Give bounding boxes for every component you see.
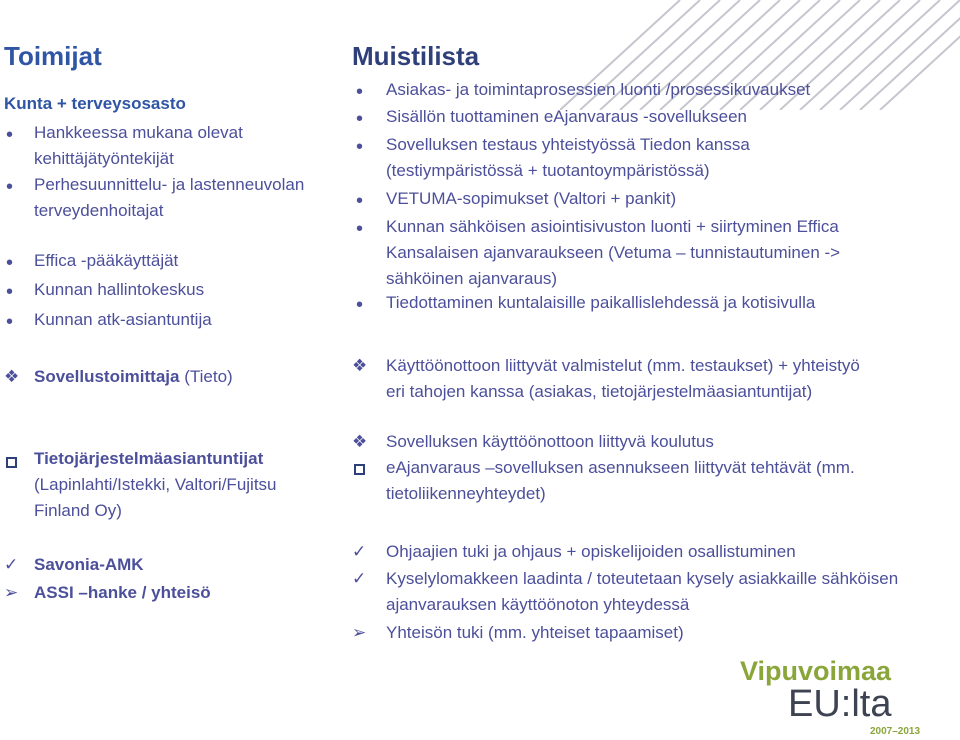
tieto-bold: Tietojärjestelmäasiantuntijat — [34, 449, 264, 468]
right-bullet-2: Sisällön tuottaminen eAjanvaraus -sovellukseen — [386, 107, 747, 126]
left-bullet-4: Kunnan hallintokeskus — [34, 280, 205, 299]
left-bullet-3: Effica -pääkäyttäjät — [34, 251, 179, 270]
bullet-dot-icon: • — [356, 81, 364, 103]
logo-line3: 2007–2013 — [870, 726, 921, 737]
bullet-dot-icon: • — [356, 136, 364, 158]
left-title: Toimijat — [4, 41, 102, 71]
checkmark-icon: ✓ — [4, 555, 19, 574]
diamond-bullet-icon: ❖ — [352, 432, 368, 451]
bullet-dot-icon: • — [6, 252, 14, 274]
left-savonia: Savonia-AMK — [34, 555, 144, 574]
sovellustoimittaja-bold: Sovellustoimittaja — [34, 367, 180, 386]
bullet-dot-icon: • — [356, 294, 364, 316]
bullet-dot-icon: • — [356, 190, 364, 212]
left-bullet-5: Kunnan atk-asiantuntija — [34, 310, 212, 329]
left-subtitle: Kunta + terveysosasto — [4, 94, 186, 113]
left-bullet-1: Hankkeessa mukana olevat kehittäjätyöntekijät — [34, 123, 243, 168]
bullet-dot-icon: • — [6, 124, 14, 146]
logo-line2: EU:lta — [788, 683, 892, 725]
left-tietojarjestelma — [34, 446, 324, 524]
left-bullet-2: Perhesuunnittelu- ja lastenneuvolan terveydenhoitajat — [34, 175, 305, 220]
right-bullet-5: Kunnan sähköisen asiointisivuston luonti + siirtyminen Effica Kansalaisen ajanvaraukseen (Vetuma – tunnistautuminen -> sähköinen ajanvaraus) — [386, 217, 841, 288]
right-bullet-6: Tiedottaminen kuntalaisille paikallislehdessä ja kotisivulla — [386, 293, 816, 312]
logo-line1: Vipuvoimaa — [740, 656, 892, 686]
bullet-dot-icon: • — [6, 176, 14, 198]
right-diamond-2: Sovelluksen käyttöönottoon liittyvä koulutus — [386, 432, 714, 451]
diamond-bullet-icon: ❖ — [352, 356, 368, 375]
bullet-dot-icon: • — [6, 311, 14, 333]
arrow-bullet-icon: ➢ — [352, 623, 367, 642]
right-box-1: eAjanvaraus –sovelluksen asennukseen liittyvät tehtävät (mm. tietoliikenneyhteydet) — [386, 458, 855, 503]
right-title: Muistilista — [352, 41, 480, 71]
diamond-bullet-icon: ❖ — [4, 367, 20, 386]
checkmark-icon: ✓ — [352, 569, 367, 588]
right-bullet-3: Sovelluksen testaus yhteistyössä Tiedon kanssa (testiympäristössä + tuotantoympäristössä) — [386, 135, 750, 180]
checkmark-icon: ✓ — [352, 542, 367, 561]
right-diamond-1: Käyttöönottoon liittyvät valmistelut (mm. testaukset) + yhteistyö eri tahojen kanssa (asiakas, tietojärjestelmäasiantuntijat) — [386, 356, 860, 401]
bullet-dot-icon: • — [6, 281, 14, 303]
right-bullet-1: Asiakas- ja toimintaprosessien luonti /prosessikuvaukset — [386, 80, 811, 99]
left-sovellustoimittaja — [34, 364, 324, 390]
right-check-1: Ohjaajien tuki ja ohjaus + opiskelijoiden osallistuminen — [386, 542, 796, 561]
sovellustoimittaja-rest: (Tieto) — [179, 367, 233, 386]
checkbox-bullet-icon — [6, 455, 17, 473]
bullet-dot-icon: • — [356, 218, 364, 240]
vipuvoimaa-eu-logo — [740, 656, 955, 738]
right-check-2: Kyselylomakkeen laadinta / toteutetaan kysely asiakkaille sähköisen ajanvarauksen käyttöönoton yhteydessä — [386, 569, 899, 614]
right-bullet-4: VETUMA-sopimukset (Valtori + pankit) — [386, 189, 677, 208]
tieto-rest: (Lapinlahti/Istekki, Valtori/Fujitsu Finland Oy) — [34, 475, 277, 520]
left-assi: ASSI –hanke / yhteisö — [34, 583, 211, 602]
arrow-bullet-icon: ➢ — [4, 583, 19, 602]
bullet-dot-icon: • — [356, 108, 364, 130]
right-arrow-1: Yhteisön tuki (mm. yhteiset tapaamiset) — [386, 623, 684, 642]
checkbox-bullet-icon — [354, 462, 365, 480]
